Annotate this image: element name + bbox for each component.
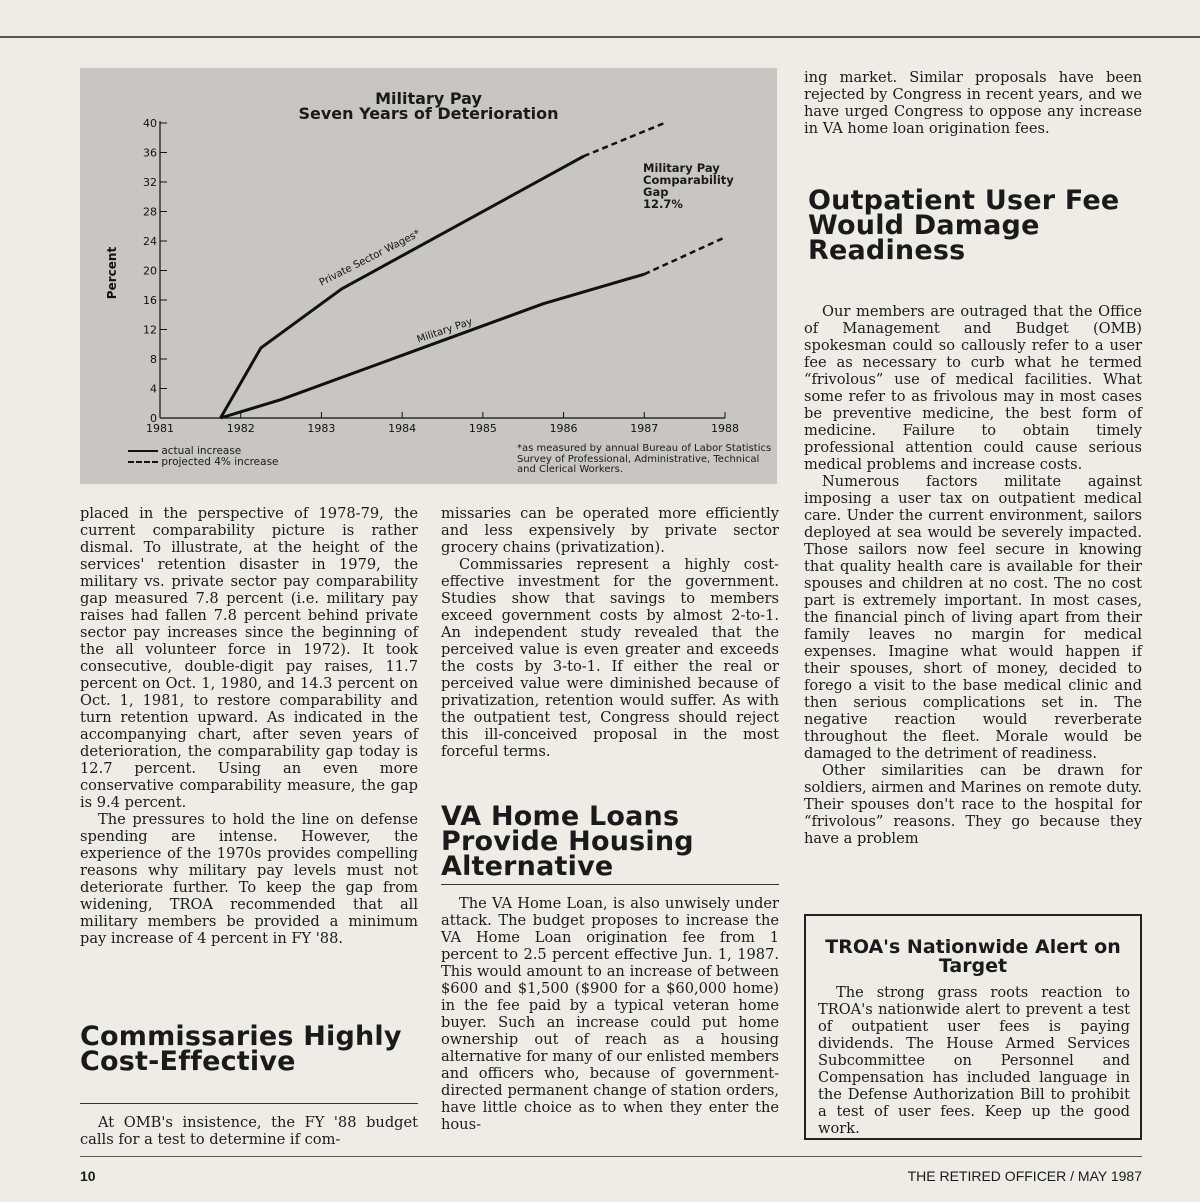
paragraph: Our members are outraged that the Office of Management and Budget (OMB) spokesman could so callously refer to a user fee as necessary to curb what he termed “frivolous” use of medical facilities. What some refer to as frivolous may in most cases be preventive medicine, the best form of medicine. Failure to obtain timely professional attention could cause serious medical problems and increase costs. [804,303,1142,473]
legend-dashed-swatch [128,461,158,463]
chart-plot [80,68,777,484]
heading-rule [441,884,779,885]
chart-title: Military Pay [375,89,482,108]
series-line-1 [221,274,645,418]
y-tick-label: 28 [143,205,157,219]
page-number: 10 [80,1168,96,1184]
paragraph: The pressures to hold the line on defense spending are intense. However, the experience of the 1970s provides compelling reasons why military pay levels must not deteriorate further. To keep the gap from widening, TROA recommended that all military members be provided a minimum pay increase of 4 percent in FY '88. [80,811,418,947]
y-tick-label: 16 [143,294,157,307]
y-tick-label: 32 [143,176,157,189]
paragraph: Commissaries represent a highly cost-effective investment for the government. Studies show that savings to members exceed government costs by almost 2-to-1. An independent study revealed that the perceived value is even greater and exceeds the costs by 3-to-1. If either the real or perceived value were diminished because of privatization, retention would suffer. As with the outpatient test, Congress should reject this ill-conceived proposal in the most forceful terms. [441,556,779,760]
heading-commissaries: Commissaries Highly Cost-Effective [80,1021,402,1077]
bottom-rule [80,1156,1142,1157]
paragraph: Numerous factors militate against imposing a user tax on outpatient medical care. Under the current environment, sailors deployed at sea would be severely impacted. Those sailors now feel secure in knowing that quality health care is available for their spouses and children at no cost. The no cost part is extremely important. In most cases, the financial pinch of living apart from their family leaves no margin for medical expenses. Imagine what would happen if their spouses, short of money, decided to forego a visit to the base medical clinic and then serious complications set in. The negative reaction would reverberate throughout the fleet. Morale would be damaged to the detriment of readiness. [804,473,1142,762]
legend-label: projected 4% increase [161,456,279,468]
x-tick-label: 1981 [146,422,174,435]
x-tick-label: 1985 [468,422,497,435]
annotation-line: Comparability [643,173,734,187]
comparability-gap-annotation [643,162,734,210]
troa-alert-box [804,914,1142,1140]
alert-title: TROA's Nationwide Alert on Target [825,936,1121,977]
footnote-line: Survey of Professional, Administrative, Technical [517,453,760,465]
y-tick-label: 0 [150,412,157,425]
x-tick-label: 1982 [226,422,255,435]
series-projection-0 [584,123,665,156]
series-projection-1 [644,237,725,274]
paragraph: missaries can be operated more efficiently and less expensively by private sector grocery chains (privatization). [441,505,779,556]
column-1-continued [80,1114,418,1148]
chart-subtitle: Seven Years of Deterioration [298,104,559,123]
military-pay-chart [80,68,777,484]
paragraph: placed in the perspective of 1978-79, the current comparability picture is rather dismal. To illustrate, at the height of the services' retention disaster in 1979, the military vs. private sector pay comparability gap measured 7.8 percent (i.e. military pay raises had fallen 7.8 percent behind private sector pay increases since the beginning of the all volunteer force in 1972). It took consecutive, double-digit pay raises, 11.7 percent on Oct. 1, 1980, and 14.3 percent on Oct. 1, 1981, to restore comparability and turn retention upward. As indicated in the accompanying chart, after seven years of deterioration, the comparability gap today is 12.7 percent. Using an even more conservative comparability measure, the gap is 9.4 percent. [80,505,418,811]
y-tick-label: 40 [143,117,157,130]
chart-footnote [517,444,847,476]
paragraph: At OMB's insistence, the FY '88 budget calls for a test to determine if com- [80,1114,418,1148]
legend-label: actual increase [161,445,242,457]
legend-projected [128,457,279,468]
series-label: Private Sector Wages* [317,228,423,289]
y-tick-label: 24 [143,235,157,248]
y-tick-label: 4 [150,382,157,396]
annotation-line: 12.7% [643,197,683,211]
paragraph: ing market. Similar proposals have been rejected by Congress in recent years, and we have urged Congress to oppose any increase in VA home loan origination fees. [804,69,1142,137]
x-tick-label: 1983 [307,422,336,435]
column-2 [441,505,779,760]
y-tick-label: 20 [143,264,157,278]
y-tick-label: 36 [143,146,157,160]
publication-footer: THE RETIRED OFFICER / MAY 1987 [907,1168,1142,1184]
x-tick-label: 1986 [549,422,578,435]
x-tick-label: 1988 [711,422,739,435]
y-tick-label: 12 [143,323,157,337]
y-axis-label: Percent [105,246,119,300]
heading-outpatient-user-fee: Outpatient User Fee Would Damage Readiness [808,185,1120,266]
alert-body [818,984,1130,1137]
footnote-line: *as measured by annual Bureau of Labor Statistics [517,443,772,454]
series-label: Military Pay [415,316,474,346]
footnote-line: and Clerical Workers. [517,464,623,475]
column-1 [80,505,418,947]
heading-va-home-loans: VA Home Loans Provide Housing Alternative [441,801,694,882]
y-tick-label: 8 [150,353,157,366]
paragraph: Other similarities can be drawn for soldiers, airmen and Marines on remote duty. Their spouses don't race to the hospital for “frivolous” reasons. They go because they have a problem [804,762,1142,847]
annotation-line: Military Pay [643,161,720,175]
annotation-line: Gap [643,185,669,199]
legend-solid-swatch [128,450,158,452]
series-line-0 [221,156,584,418]
column-2-continued [441,895,779,1133]
heading-rule [80,1103,418,1104]
column-3 [804,69,1142,137]
column-3-continued [804,303,1142,847]
x-tick-label: 1987 [630,422,659,435]
paragraph: The VA Home Loan, is also unwisely under attack. The budget proposes to increase the VA Home Loan origination fee from 1 percent to 2.5 percent effective Jun. 1, 1987. This would amount to an increase of between $600 and $1,500 ($900 for a $60,000 home) in the fee paid by a typical veteran home buyer. Such an increase could put home ownership out of reach as a housing alternative for many of our enlisted members and officers who, because of government-directed permanent change of station orders, have little choice as to when they enter the hous- [441,895,779,1133]
paragraph: The strong grass roots reaction to TROA's nationwide alert to prevent a test of outpatient user fees is paying dividends. The House Armed Services Subcommittee on Personnel and Compensation has included language in the Defense Authorization Bill to prohibit a test of user fees. Keep up the good work. [818,984,1130,1137]
top-rule [0,36,1200,38]
x-tick-label: 1984 [388,422,417,435]
